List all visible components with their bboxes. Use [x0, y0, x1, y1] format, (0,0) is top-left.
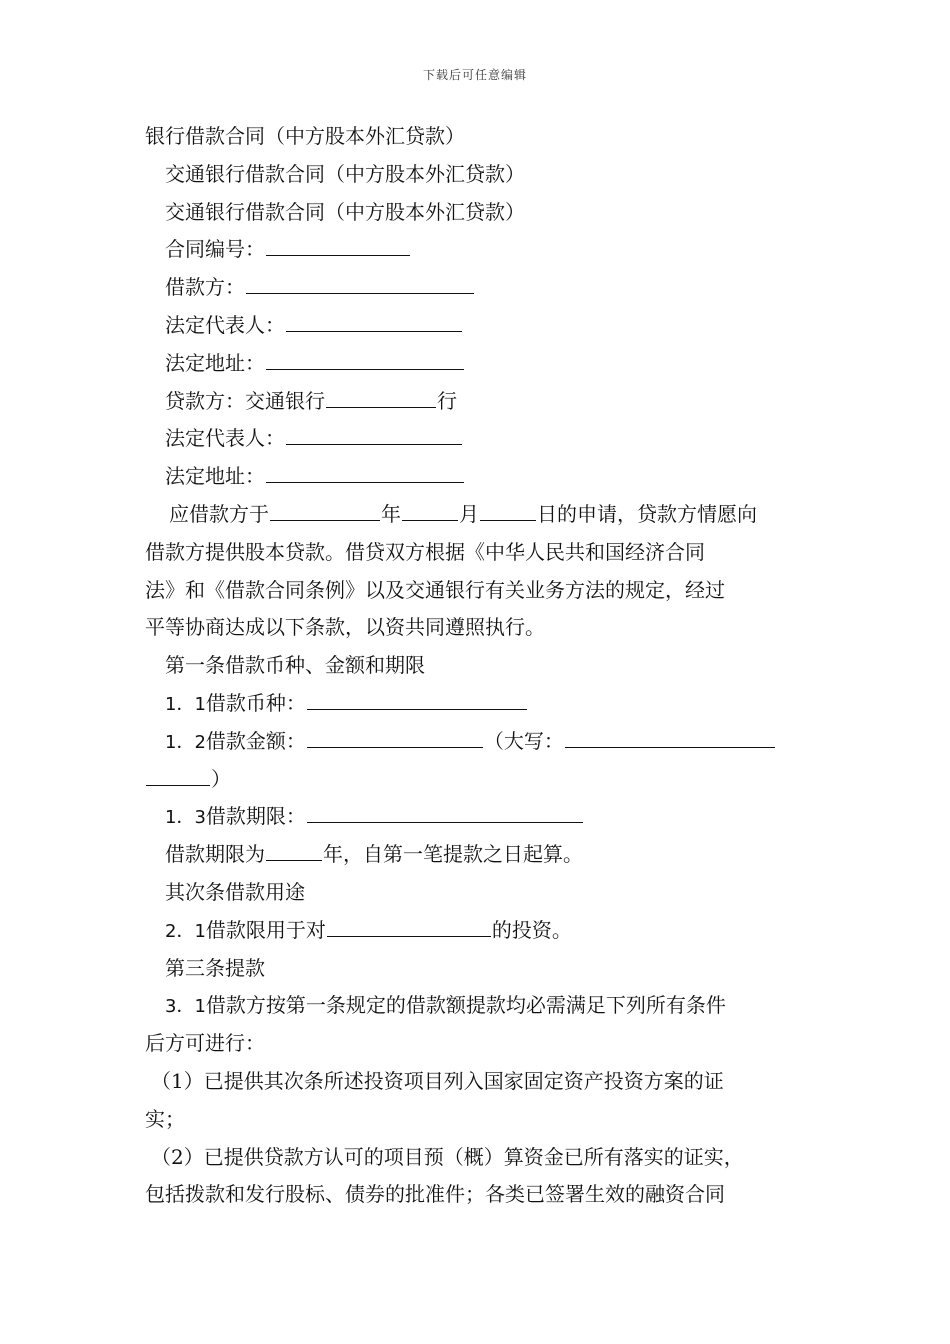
drawdown-text: 借款方按第一条规定的借款额提款均必需满足下列所有条件 [205, 993, 726, 1018]
closing-paren: ） [211, 766, 231, 791]
article-3-item-1 [145, 987, 810, 1025]
borrower-row [145, 269, 810, 307]
condition-1 [145, 1063, 810, 1101]
term-years-row [145, 836, 810, 874]
article-2-heading: 其次条借款用途 [165, 879, 305, 904]
article-2-item-1 [145, 912, 810, 950]
investment-project-blank[interactable] [327, 914, 491, 937]
preamble-text: 应借款方于 [169, 501, 269, 526]
contract-number-blank[interactable] [266, 233, 410, 256]
term-years-text: 借款期限为 [165, 842, 265, 867]
article-3-item-1-continued: 后方可进行： [145, 1031, 265, 1056]
article-1-item-2-continued [145, 761, 810, 799]
condition-text: 已提供其次条所述投资项目列入国家固定资产投资方案的证 [203, 1068, 724, 1093]
preamble-line [145, 496, 810, 534]
term-years-text: 年，自第一笔提款之日起算。 [323, 842, 583, 867]
preamble-line: 平等协商达成以下条款，以资共同遵照执行。 [145, 615, 545, 640]
preamble-line: 法》和《借款合同条例》以及交通银行有关业务方法的规定，经过 [145, 577, 725, 602]
currency-label: 借款币种： [205, 690, 306, 715]
article-3-heading: 第三条提款 [165, 955, 265, 980]
contract-body [145, 118, 810, 1214]
borrower-label: 借款方： [165, 275, 245, 300]
borrower-blank[interactable] [246, 271, 474, 294]
borrower-representative-label: 法定代表人： [165, 312, 285, 337]
article-1-item-3 [145, 798, 810, 836]
contract-number-label: 合同编号： [165, 237, 265, 262]
lender-suffix: 行 [437, 388, 457, 413]
application-month-blank[interactable] [402, 498, 458, 521]
document-subtitle: 交通银行借款合同（中方股本外汇贷款） [165, 199, 525, 224]
borrower-address-label: 法定地址： [165, 350, 265, 375]
article-1-item-1 [145, 685, 810, 723]
currency-blank[interactable] [307, 687, 527, 710]
term-years-blank[interactable] [266, 838, 322, 861]
application-day-blank[interactable] [480, 498, 536, 521]
month-label: 月 [459, 501, 479, 526]
preamble-text: 日的申请，贷款方情愿向 [537, 501, 757, 526]
lender-address-blank[interactable] [266, 460, 464, 483]
document-title: 银行借款合同（中方股本外汇贷款） [145, 124, 465, 148]
term-label: 借款期限： [205, 804, 306, 829]
page-header-watermark: 下载后可任意编辑 [422, 68, 527, 82]
purpose-text: 借款限用于对 [205, 917, 326, 942]
lender-label: 贷款方：交通银行 [165, 388, 325, 413]
lender-representative-blank[interactable] [286, 422, 462, 445]
clause-number: 3．1 [165, 996, 206, 1018]
lender-address-row [145, 458, 810, 496]
preamble-line: 借款方提供股本贷款。借贷双方根据《中华人民共和国经济合同 [145, 539, 705, 564]
borrower-address-blank[interactable] [266, 347, 464, 370]
lender-representative-row [145, 420, 810, 458]
amount-blank[interactable] [307, 725, 483, 748]
document-subtitle: 交通银行借款合同（中方股本外汇贷款） [165, 161, 525, 186]
contract-number-row [145, 231, 810, 269]
application-year-blank[interactable] [270, 498, 380, 521]
article-1-item-2 [145, 723, 810, 761]
clause-number: 1．1 [165, 693, 206, 715]
lender-branch-blank[interactable] [326, 385, 436, 408]
lender-row [145, 383, 810, 421]
clause-number: 2．1 [165, 920, 206, 942]
amount-label: 借款金额： [205, 728, 306, 753]
term-blank[interactable] [307, 800, 583, 823]
lender-address-label: 法定地址： [165, 464, 265, 489]
condition-number: （2） [151, 1144, 204, 1169]
borrower-representative-row [145, 307, 810, 345]
year-label: 年 [381, 501, 401, 526]
amount-uppercase-label: （大写： [483, 728, 564, 753]
amount-uppercase-blank-continued[interactable] [146, 763, 210, 786]
amount-uppercase-blank[interactable] [565, 725, 775, 748]
condition-text: 已提供贷款方认可的项目预（概）算资金已所有落实的证实， [203, 1144, 744, 1169]
clause-number: 1．2 [165, 731, 206, 753]
condition-number: （1） [151, 1068, 204, 1093]
purpose-text: 的投资。 [491, 917, 572, 942]
condition-1-continued: 实； [145, 1106, 185, 1131]
borrower-representative-blank[interactable] [286, 309, 462, 332]
article-1-heading: 第一条借款币种、金额和期限 [165, 653, 425, 678]
lender-representative-label: 法定代表人： [165, 426, 285, 451]
clause-number: 1．3 [165, 807, 206, 829]
borrower-address-row [145, 345, 810, 383]
condition-2 [145, 1139, 810, 1177]
condition-2-continued: 包括拨款和发行股标、债券的批准件；各类已签署生效的融资合同 [145, 1182, 725, 1207]
